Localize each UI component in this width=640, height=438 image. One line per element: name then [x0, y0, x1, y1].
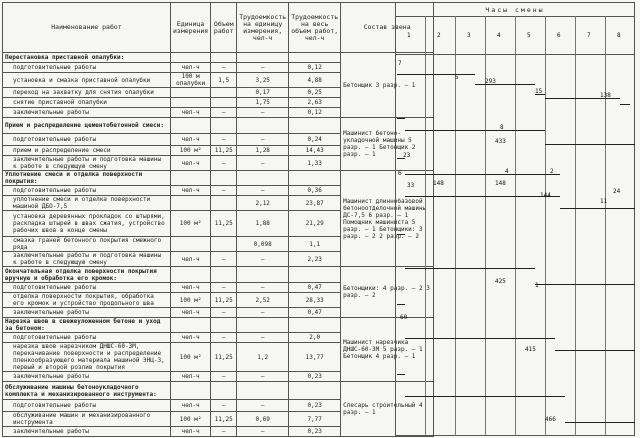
row-name: заключительные работы и подготовка машины к работе в следующую смену: [3, 252, 171, 267]
crew-composition: Машинист нарезчика ДНШС-60-ЗМ 5 разр. – 1 Бетонщик 4 разр. – 1: [341, 318, 434, 382]
row-volume: –: [211, 333, 237, 343]
header-unit: Единица измерения: [171, 3, 211, 53]
crew-composition: Бетонщик 3 разр. – 1: [341, 53, 434, 118]
row-volume: [211, 267, 237, 283]
row-total: 28,33: [289, 293, 341, 308]
row-name: подготовительные работы: [3, 333, 171, 343]
row-name: заключительные работы: [3, 108, 171, 118]
row-unit: 100 м²: [171, 211, 211, 237]
row-name: подготовительные работы: [3, 186, 171, 196]
row-unit: 100 м²: [171, 412, 211, 427]
row-unit: чел-ч: [171, 372, 211, 382]
gantt-label: 60: [400, 314, 408, 321]
row-unit: чел-ч: [171, 186, 211, 196]
row-total: 0,12: [289, 108, 341, 118]
row-norm: –: [237, 333, 289, 343]
row-norm: –: [237, 63, 289, 73]
row-name: Перестановка приставной опалубки:: [3, 53, 171, 63]
gantt-label: 148: [495, 180, 506, 187]
gantt-bar: [565, 422, 635, 423]
hour-label: 1: [407, 32, 411, 39]
row-norm: 1,75: [237, 98, 289, 108]
row-unit: 100 м²: [171, 293, 211, 308]
gantt-label: 1: [535, 282, 539, 289]
row-total: 2,23: [289, 252, 341, 267]
row-volume: –: [211, 156, 237, 171]
row-name: нарезка швов нарезчиком ДНШС-60-ЗМ, перекачивание поверхности и распределение пленкообразующего материала машиной ЭНЦ-3, первый и второй розлив покрытия: [3, 343, 171, 372]
row-name: подготовительные работы: [3, 400, 171, 412]
header-name: Наименование работ: [3, 3, 171, 53]
row-unit: [171, 118, 211, 134]
row-norm: –: [237, 134, 289, 146]
row-name: заключительные работы: [3, 308, 171, 318]
gantt-label: 4: [505, 168, 509, 175]
row-norm: –: [237, 283, 289, 293]
crew-composition: Слесарь строительный 4 разр. – 1: [341, 382, 434, 437]
row-total: 1,1: [289, 237, 341, 252]
row-norm: –: [237, 427, 289, 437]
gantt-label: 2: [550, 168, 554, 175]
row-norm: [237, 318, 289, 333]
row-total: [289, 382, 341, 400]
row-name: прием и распределение смеси: [3, 146, 171, 156]
row-total: 0,47: [289, 308, 341, 318]
row-volume: –: [211, 252, 237, 267]
gantt-bar: [560, 208, 635, 209]
row-total: 14,43: [289, 146, 341, 156]
row-unit: [171, 237, 211, 252]
row-name: отделка поверхности покрытия, обработка его кромок и устройство продольного шва: [3, 293, 171, 308]
table-row: [3, 171, 434, 186]
row-name: Окончательная отделка поверхности покрытия вручную и обработка его кромок:: [3, 267, 171, 283]
row-unit: 100 м опалубки: [171, 73, 211, 88]
gantt-bar: [555, 350, 635, 351]
hour-label: 4: [497, 32, 501, 39]
row-norm: –: [237, 108, 289, 118]
hour-label: 8: [617, 32, 621, 39]
row-unit: [171, 88, 211, 98]
row-norm: –: [237, 372, 289, 382]
hours-title: Часы смены: [485, 6, 545, 14]
row-name: снятие приставной опалубки: [3, 98, 171, 108]
row-total: 0,47: [289, 283, 341, 293]
row-name: Прием и распределение цементобетонной смеси:: [3, 118, 171, 134]
row-norm: [237, 267, 289, 283]
row-unit: 100 м²: [171, 146, 211, 156]
row-total: 0,36: [289, 186, 341, 196]
row-name: заключительные работы: [3, 427, 171, 437]
table-row: [3, 118, 434, 134]
gantt-bar: [535, 94, 545, 95]
gantt-label: 433: [495, 138, 506, 145]
row-volume: [211, 318, 237, 333]
row-name: Обслуживание машины бетоноукладочного комплекта и механизированного инструмента:: [3, 382, 171, 400]
row-unit: [171, 171, 211, 186]
row-volume: [211, 382, 237, 400]
row-norm: –: [237, 308, 289, 318]
row-norm: 1,2: [237, 343, 289, 372]
row-volume: 11,25: [211, 211, 237, 237]
row-unit: чел-ч: [171, 308, 211, 318]
row-norm: –: [237, 252, 289, 267]
row-norm: 2,12: [237, 196, 289, 211]
gantt-label: 415: [525, 346, 536, 353]
row-name: установка деревянных прокладок со штырями, раскладка штырей в швах сжатия, устройство рабочих швов в конце смены: [3, 211, 171, 237]
gantt-bar: [545, 144, 635, 145]
row-unit: чел-ч: [171, 108, 211, 118]
header-total: Трудоемкость на весь объем работ, чел-ч: [289, 3, 341, 53]
hour-label: 6: [557, 32, 561, 39]
row-total: 0,23: [289, 427, 341, 437]
row-total: 0,25: [289, 88, 341, 98]
row-volume: [211, 88, 237, 98]
crew-composition: Машинист длиннобазовой бетоноотделочной машины ДС-7,5 6 разр. – 1 Помощник машиниста 5 разр. – 1 Бетонщики: 3 разр. – 2 2 разр. – 2: [341, 171, 434, 267]
row-volume: 11,25: [211, 412, 237, 427]
table-row: [3, 53, 434, 63]
row-total: 7,77: [289, 412, 341, 427]
gantt-label: 466: [545, 416, 556, 423]
row-volume: [211, 237, 237, 252]
gantt-label: 11: [600, 198, 608, 205]
row-volume: [211, 196, 237, 211]
gantt-label: 293: [485, 78, 496, 85]
gantt-label: 24: [613, 188, 621, 195]
row-total: [289, 118, 341, 134]
row-total: 0,12: [289, 63, 341, 73]
hour-label: 3: [467, 32, 471, 39]
row-volume: 11,25: [211, 343, 237, 372]
row-unit: чел-ч: [171, 283, 211, 293]
row-total: 0,23: [289, 372, 341, 382]
gantt-label: 6: [398, 170, 402, 177]
row-norm: 2,52: [237, 293, 289, 308]
row-unit: чел-ч: [171, 63, 211, 73]
gantt-label: 7: [398, 60, 402, 67]
row-unit: 100 м²: [171, 343, 211, 372]
row-name: переход на захватку для снятия опалубки: [3, 88, 171, 98]
row-volume: [211, 118, 237, 134]
row-norm: –: [237, 156, 289, 171]
row-name: подготовительные работы: [3, 283, 171, 293]
row-unit: чел-ч: [171, 252, 211, 267]
row-norm: [237, 171, 289, 186]
row-norm: 0,69: [237, 412, 289, 427]
row-volume: –: [211, 108, 237, 118]
row-volume: [211, 171, 237, 186]
gantt-bar: [545, 98, 620, 99]
row-norm: [237, 382, 289, 400]
row-name: подготовительные работы: [3, 134, 171, 146]
row-unit: чел-ч: [171, 333, 211, 343]
row-volume: 11,25: [211, 146, 237, 156]
work-schedule-table: [2, 2, 434, 437]
table-row: [3, 318, 434, 333]
row-norm: 1,28: [237, 146, 289, 156]
row-total: [289, 53, 341, 63]
row-norm: –: [237, 186, 289, 196]
row-volume: [211, 98, 237, 108]
row-unit: [171, 382, 211, 400]
row-unit: [171, 98, 211, 108]
row-name: подготовительные работы: [3, 63, 171, 73]
row-total: [289, 267, 341, 283]
hour-label: 2: [437, 32, 441, 39]
gantt-label: 425: [495, 278, 506, 285]
gantt-label: 15: [535, 88, 543, 95]
header-volume: Объем работ: [211, 3, 237, 53]
row-volume: 11,25: [211, 293, 237, 308]
row-norm: 1,88: [237, 211, 289, 237]
gantt-label: 33: [407, 182, 415, 189]
header-norm: Трудоемкость на единицу измерения, чел-ч: [237, 3, 289, 53]
row-volume: –: [211, 134, 237, 146]
row-total: 4,88: [289, 73, 341, 88]
row-total: 13,77: [289, 343, 341, 372]
row-norm: [237, 53, 289, 63]
row-unit: [171, 196, 211, 211]
row-volume: [211, 53, 237, 63]
row-volume: –: [211, 427, 237, 437]
row-volume: –: [211, 63, 237, 73]
crew-composition: Бетонщики: 4 разр. – 2 3 разр. – 2: [341, 267, 434, 318]
row-name: уплотнение смеси и отделка поверхности машиной ДБО-7,5: [3, 196, 171, 211]
row-total: 2,63: [289, 98, 341, 108]
row-total: 0,24: [289, 134, 341, 146]
hour-label: 5: [527, 32, 531, 39]
row-unit: [171, 267, 211, 283]
hour-label: 7: [587, 32, 591, 39]
row-total: 23,87: [289, 196, 341, 211]
row-name: Уплотнение смеси и отделка поверхности покрытия:: [3, 171, 171, 186]
row-total: [289, 318, 341, 333]
header-crew: Состав звена: [341, 3, 434, 53]
row-total: 2,0: [289, 333, 341, 343]
row-norm: 3,25: [237, 73, 289, 88]
row-name: смазка граней бетонного покрытия смежного ряда: [3, 237, 171, 252]
row-unit: чел-ч: [171, 400, 211, 412]
gantt-label: 8: [500, 124, 504, 131]
row-total: 0,23: [289, 400, 341, 412]
row-unit: [171, 318, 211, 333]
row-name: Нарезка швов в свежеуложенном бетоне и уход за бетоном:: [3, 318, 171, 333]
row-total: 21,29: [289, 211, 341, 237]
row-norm: 0,17: [237, 88, 289, 98]
gantt-bar: [620, 104, 630, 105]
gantt-label: 148: [433, 180, 444, 187]
table-row: [3, 382, 434, 400]
row-volume: –: [211, 400, 237, 412]
row-name: заключительные работы и подготовка машины к работе в следующую смену: [3, 156, 171, 171]
row-volume: –: [211, 372, 237, 382]
row-total: [289, 171, 341, 186]
gantt-label: 5: [455, 74, 459, 81]
row-name: установка и смазка приставной опалубки: [3, 73, 171, 88]
crew-composition: Машинист бетоно-укладочной машины 5 разр. – 1 Бетонщик 2 разр. – 1: [341, 118, 434, 171]
gantt-bar: [535, 284, 635, 285]
gantt-label: 138: [600, 92, 611, 99]
gantt-label: 23: [403, 152, 411, 159]
row-volume: 1,5: [211, 73, 237, 88]
gantt-bar: [475, 84, 535, 85]
row-volume: –: [211, 308, 237, 318]
row-volume: –: [211, 186, 237, 196]
row-total: 1,33: [289, 156, 341, 171]
table-row: [3, 267, 434, 283]
row-norm: 0,098: [237, 237, 289, 252]
row-unit: [171, 53, 211, 63]
row-unit: чел-ч: [171, 156, 211, 171]
row-name: заключительные работы: [3, 372, 171, 382]
row-unit: чел-ч: [171, 134, 211, 146]
row-unit: чел-ч: [171, 427, 211, 437]
row-name: обслуживание машин и механизированного инструмента: [3, 412, 171, 427]
gantt-label: 144: [540, 192, 551, 199]
row-norm: –: [237, 400, 289, 412]
row-volume: –: [211, 283, 237, 293]
row-norm: [237, 118, 289, 134]
